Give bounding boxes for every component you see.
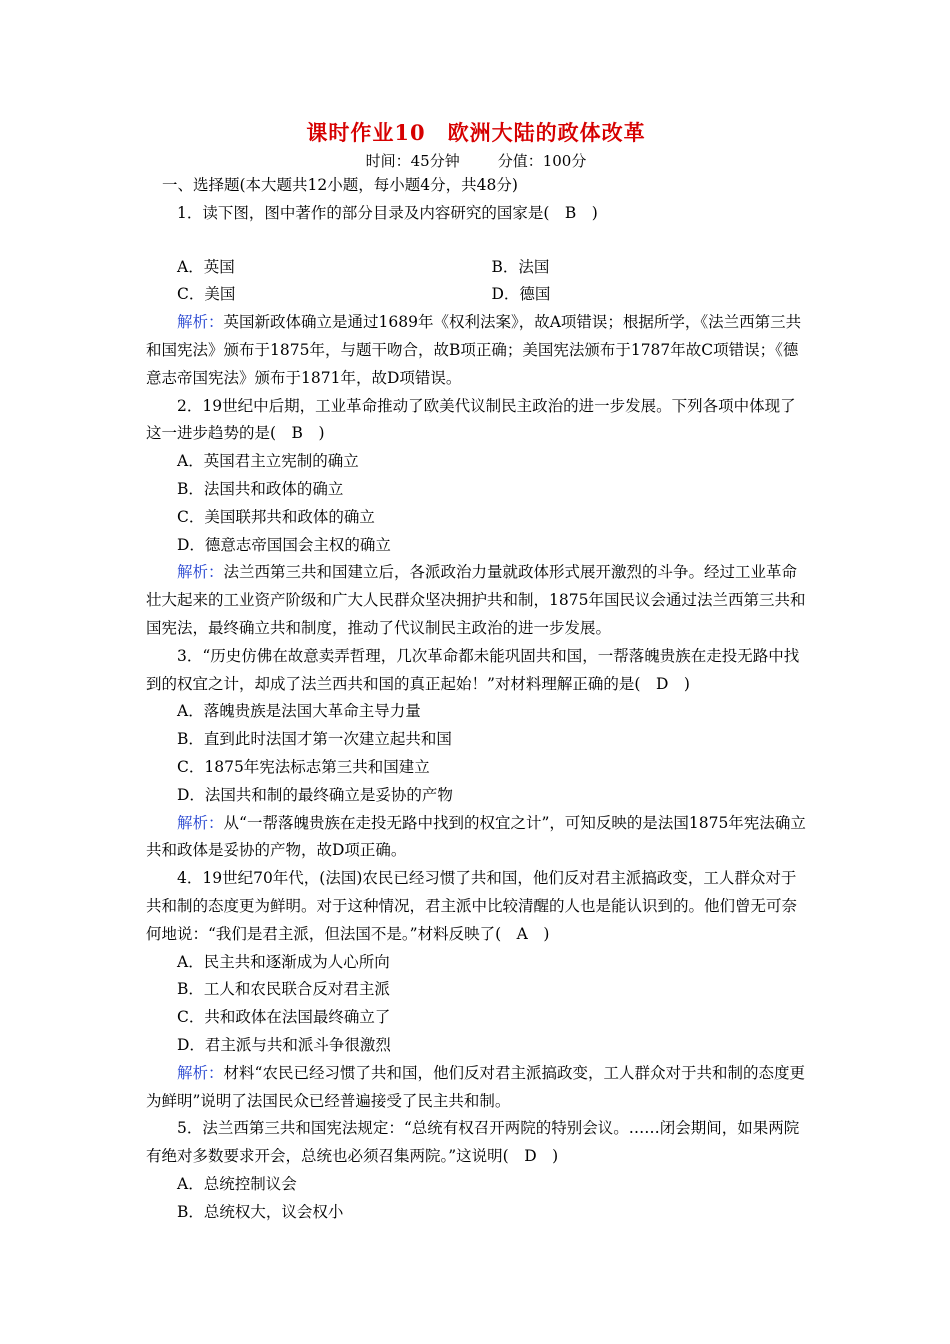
- analysis-label: 解析：: [177, 1063, 224, 1082]
- analysis-label: 解析：: [177, 813, 224, 832]
- time-limit: 时间：45分钟: [365, 152, 460, 170]
- question-4-analysis: [146, 1060, 806, 1116]
- option-a: A．英国君主立宪制的确立: [177, 452, 359, 471]
- option-b: B．法国共和政体的确立: [177, 479, 344, 498]
- analysis-text: 从“一帮落魄贵族在走投无路中找到的权宜之计”，可知反映的是法国1875年宪法确立共和政体是妥协的产物，故D项正确。: [146, 813, 806, 860]
- question-2-analysis: [146, 559, 806, 642]
- option-b: B．工人和农民联合反对君主派: [177, 980, 390, 999]
- option-b: B．直到此时法国才第一次建立起共和国: [177, 730, 452, 749]
- question-2-stem: 2．19世纪中后期，工业革命推动了欧美代议制民主政治的进一步发展。下列各项中体现了这一进步趋势的是( B ): [146, 396, 796, 443]
- option-d: D．德意志帝国国会主权的确立: [177, 535, 391, 554]
- option-c: C．美国联邦共和政体的确立: [177, 507, 375, 526]
- analysis-label: 解析：: [177, 313, 224, 332]
- question-4-stem: 4．19世纪70年代，(法国)农民已经习惯了共和国，他们反对君主派搞政变，工人群众对于共和制的态度更为鲜明。对于这种情况，君主派中比较清醒的人也是能认识到的。他们曾无可奈何地说：“我们是君主派，但法国不是。”材料反映了( A ): [146, 869, 798, 943]
- option-c: C．1875年宪法标志第三共和国建立: [177, 757, 430, 776]
- section-heading: 一、选择题(本大题共12小题，每小题4分，共48分): [162, 176, 518, 194]
- option-d: D．法国共和制的最终确立是妥协的产物: [177, 785, 453, 804]
- option-a: A．民主共和逐渐成为人心所向: [177, 952, 390, 971]
- option-d: D．德国: [491, 285, 551, 304]
- question-3-analysis: [146, 810, 806, 866]
- option-a: A．英国: [177, 257, 235, 276]
- analysis-label: 解析：: [177, 563, 224, 582]
- option-d: D．君主派与共和派斗争很激烈: [177, 1035, 391, 1054]
- option-b: B．法国: [491, 257, 550, 276]
- question-3-stem: 3．“历史仿佛在故意卖弄哲理，几次革命都未能巩固共和国，一帮落魄贵族在走投无路中找到的权宜之计，却成了法兰西共和国的真正起始！”对材料理解正确的是( D ): [146, 646, 800, 693]
- question-1-stem: 1．读下图，图中著作的部分目录及内容研究的国家是( B ): [177, 203, 598, 222]
- analysis-text: 法兰西第三共和国建立后，各派政治力量就政体形式展开激烈的斗争。经过工业革命壮大起来的工业资产阶级和广大人民群众坚决拥护共和制，1875年国民议会通过法兰西第三共和国宪法，最终确立共和制度，推动了代议制民主政治的进一步发展。: [146, 563, 806, 637]
- option-c: C．共和政体在法国最终确立了: [177, 1008, 391, 1027]
- question-1-analysis: [146, 309, 806, 392]
- option-a: A．落魄贵族是法国大革命主导力量: [177, 702, 421, 721]
- total-score: 分值：100分: [497, 152, 587, 170]
- analysis-text: 英国新政体确立是通过1689年《权利法案》，故A项错误；根据所学，《法兰西第三共和国宪法》颁布于1875年，与题干吻合，故B项正确；美国宪法颁布于1787年故C项错误；《德意志帝国宪法》颁布于1871年，故D项错误。: [146, 313, 802, 387]
- analysis-text: 材料“农民已经习惯了共和国，他们反对君主派搞政变，工人群众对于共和制的态度更为鲜明”说明了法国民众已经普遍接受了民主共和制。: [146, 1063, 805, 1110]
- question-1-options-row-1: [146, 254, 806, 282]
- page: [146, 118, 806, 1226]
- question-1-options-row-2: [146, 281, 806, 309]
- page-title: 课时作业10 欧洲大陆的政体改革: [306, 120, 646, 145]
- exam-meta: [146, 150, 806, 172]
- figure-placeholder: [146, 228, 806, 254]
- option-c: C．美国: [177, 285, 236, 304]
- option-b: B．总统权大，议会权小: [177, 1202, 344, 1221]
- question-5-stem: 5．法兰西第三共和国宪法规定：“总统有权召开两院的特别会议。……闭会期间，如果两院有绝对多数要求开会，总统也必须召集两院。”这说明( D ): [146, 1119, 800, 1166]
- option-a: A．总统控制议会: [177, 1174, 297, 1193]
